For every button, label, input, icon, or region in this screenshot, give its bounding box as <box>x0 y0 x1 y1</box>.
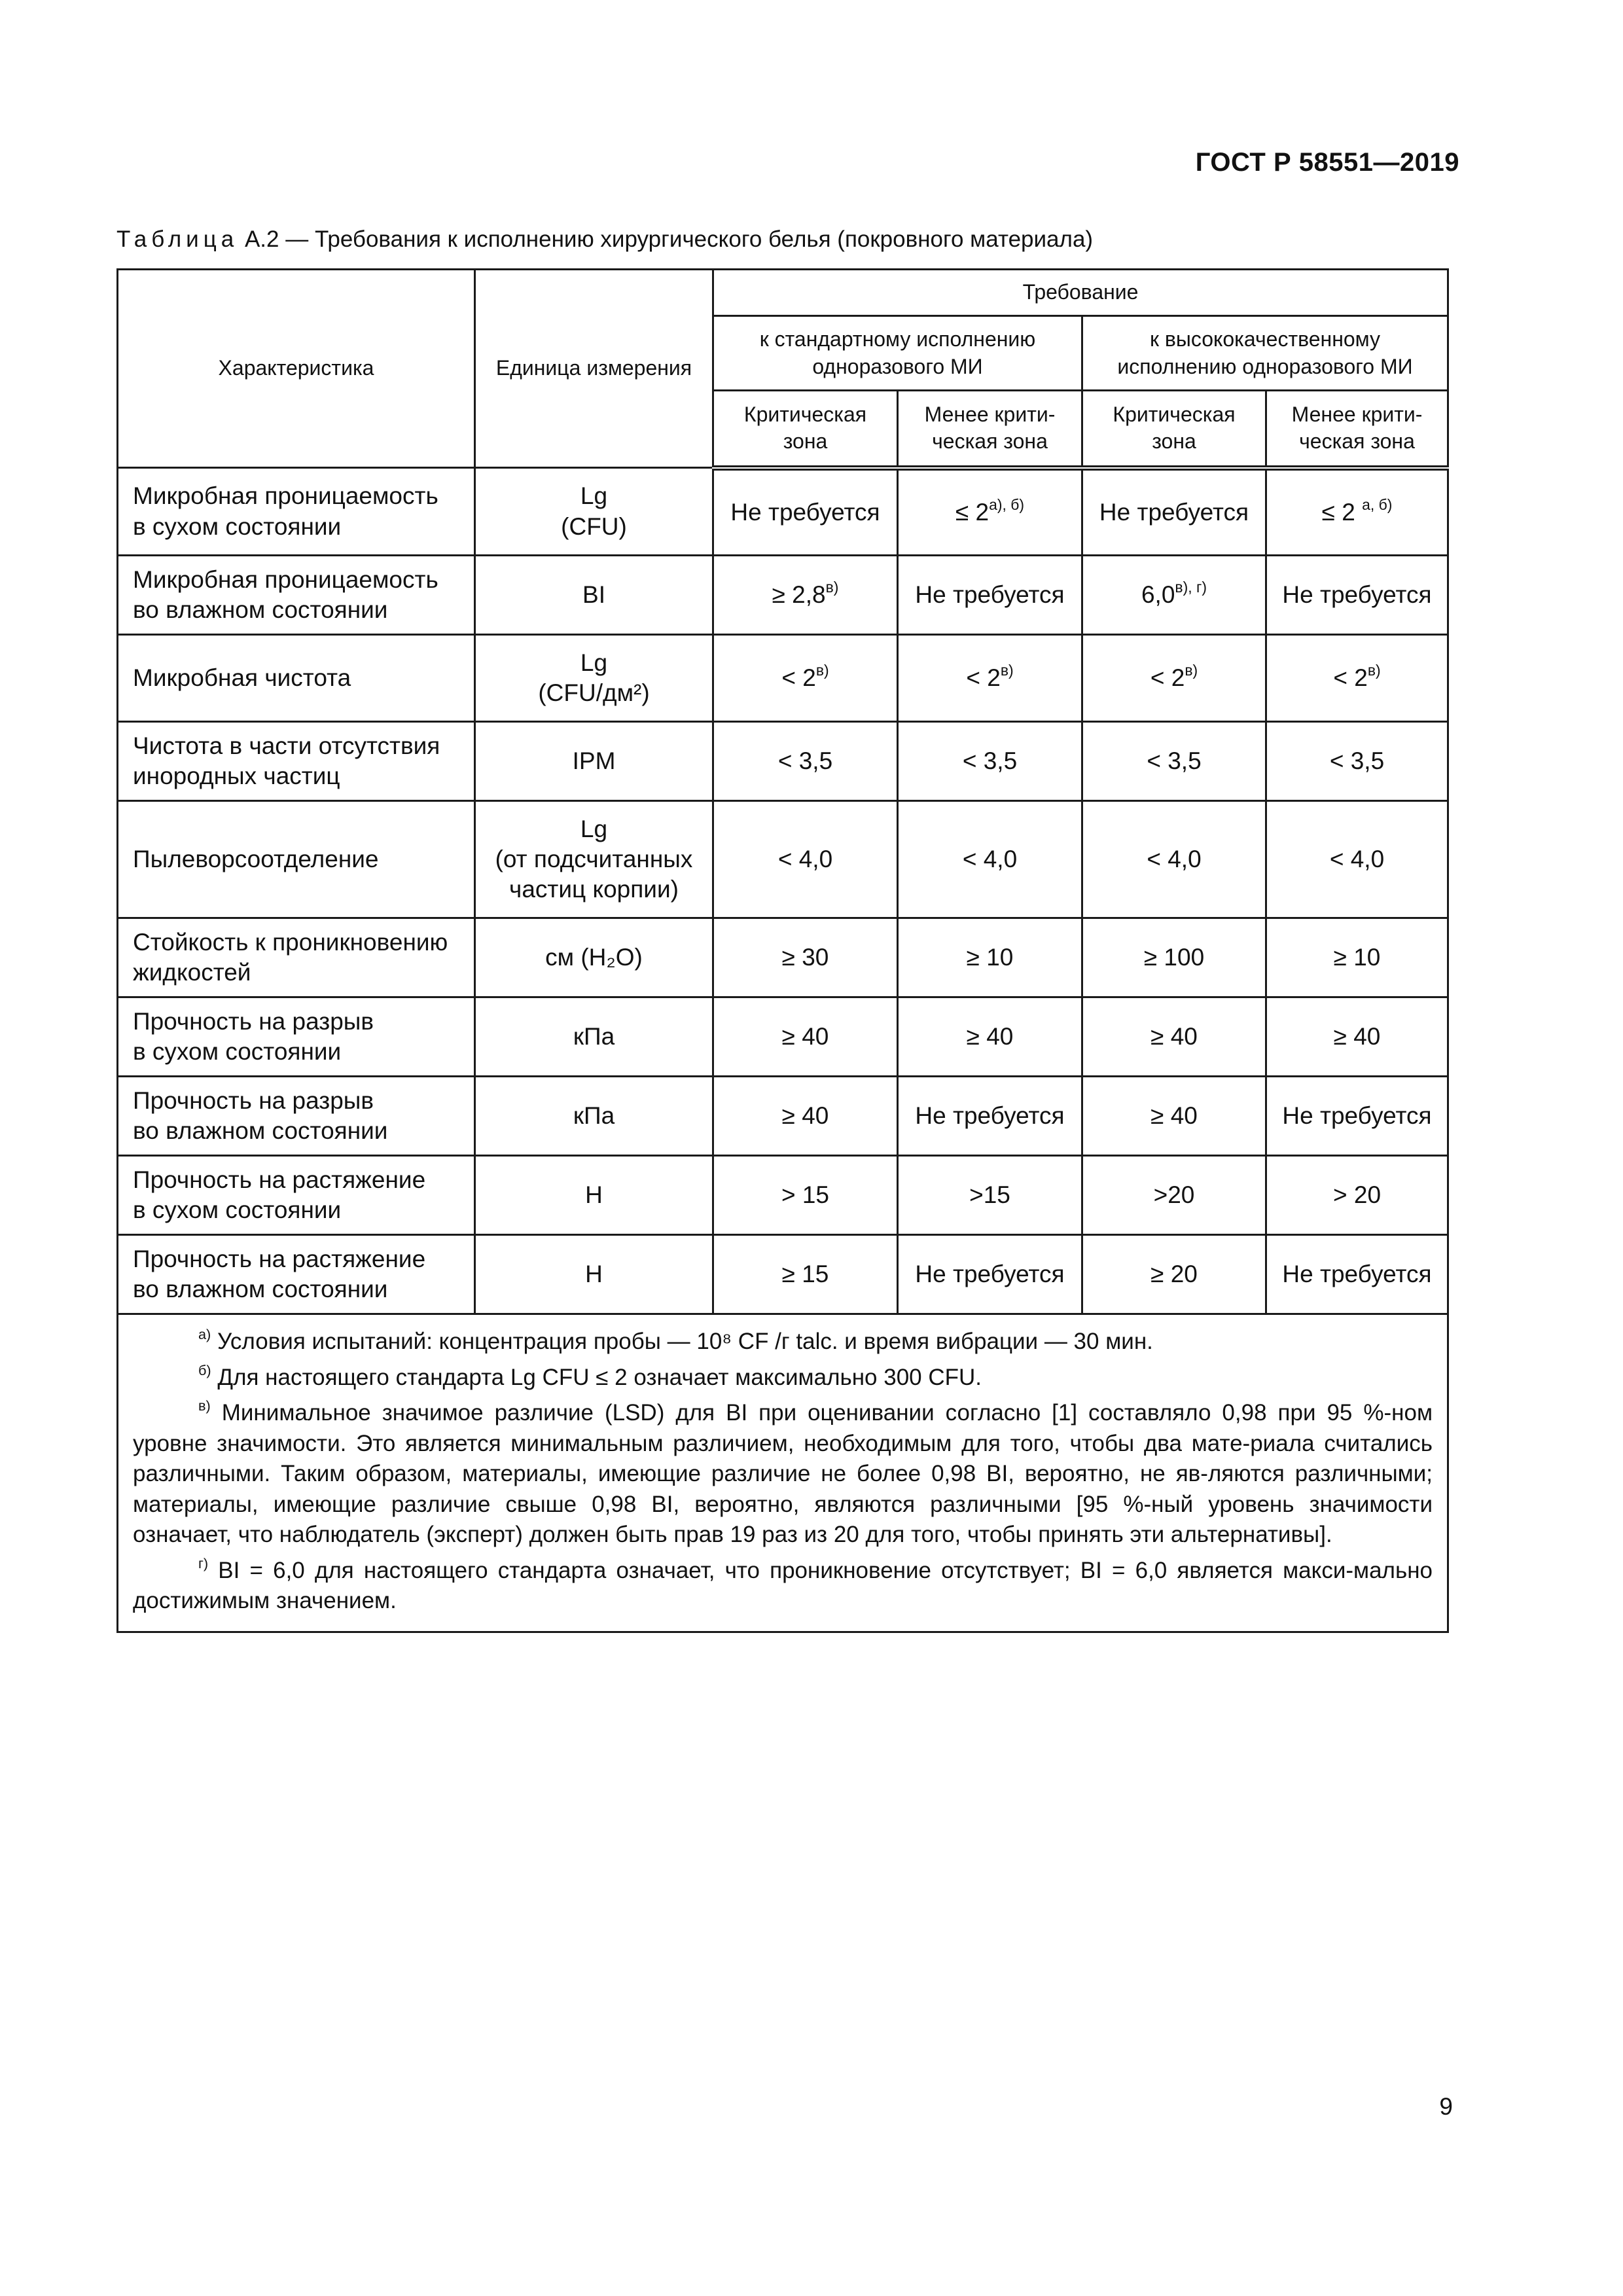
unit-line: Н <box>585 1181 603 1208</box>
footnote-marker: а) <box>198 1325 211 1342</box>
cell-requirement-value <box>898 1235 1082 1314</box>
cell-unit <box>475 635 713 722</box>
cell-requirement-value <box>1082 722 1266 801</box>
footnote <box>133 1398 1433 1551</box>
footnote-reference: в) <box>1000 661 1014 679</box>
cell-requirement-value <box>1082 556 1266 635</box>
requirement-value: >15 <box>969 1181 1010 1208</box>
cell-requirement-value <box>898 1156 1082 1235</box>
cell-requirement-value <box>1082 635 1266 722</box>
header-less-critical-zone: Менее крити-ческая зона <box>898 391 1082 468</box>
cell-requirement-value <box>713 1235 898 1314</box>
cell-characteristic <box>118 635 475 722</box>
table-row <box>118 918 1448 997</box>
header-standard-execution: к стандартному исполнению одноразового МИ <box>713 316 1082 391</box>
requirement-value: Не требуется <box>1099 498 1249 526</box>
characteristic-line: во влажном состоянии <box>133 596 388 623</box>
requirement-value: < 3,5 <box>1147 747 1202 774</box>
footnote-reference: а), б) <box>989 495 1025 513</box>
footnotes <box>118 1314 1448 1632</box>
table-caption <box>116 226 1093 253</box>
footnote-text: Минимальное значимое различие (LSD) для BI при оценивании согласно [1] составляло 0,98 при 95 %-ном уровне значимости. Это является минимальным различием, необходимым для того, чтобы два мате-риала считались различными. Таким образом, материалы, имеющие различие не более 0,98 BI, вероятно, не яв-ляются различными; материалы, имеющие различие свыше 0,98 BI, вероятно, являются различными [95 %-ный уровень значимости означает, что наблюдатель (эксперт) должен быть прав 19 раз из 20 для того, чтобы принять эти альтернативы]. <box>133 1400 1433 1548</box>
requirement-value: < 4,0 <box>1147 845 1202 872</box>
characteristic-line: в сухом состоянии <box>133 1038 342 1065</box>
cell-requirement-value <box>898 997 1082 1077</box>
cell-requirement-value <box>1266 801 1448 918</box>
table-row <box>118 468 1448 556</box>
requirement-value: ≤ 2 <box>1321 498 1363 526</box>
table-caption-label: Таблица <box>116 226 239 252</box>
cell-unit <box>475 1235 713 1314</box>
unit-line: кПа <box>573 1022 615 1050</box>
cell-unit <box>475 997 713 1077</box>
cell-requirement-value <box>713 722 898 801</box>
table-row <box>118 1077 1448 1156</box>
requirements-table-container <box>116 268 1447 1633</box>
requirement-value: < 3,5 <box>962 747 1018 774</box>
cell-requirement-value <box>713 918 898 997</box>
cell-unit <box>475 722 713 801</box>
cell-requirement-value <box>713 1156 898 1235</box>
unit-line: кПа <box>573 1102 615 1129</box>
requirement-value: ≤ 2 <box>955 498 990 526</box>
footnote-reference: в) <box>1185 661 1198 679</box>
cell-characteristic <box>118 997 475 1077</box>
characteristic-line: Стойкость к проникновению <box>133 928 448 956</box>
requirement-value: ≥ 2,8 <box>772 581 826 608</box>
unit-line: BI <box>582 581 605 608</box>
requirement-value: < 2 <box>1333 664 1368 691</box>
requirement-value: < 3,5 <box>777 747 833 774</box>
characteristic-line: Прочность на разрыв <box>133 1007 374 1035</box>
standard-number: ГОСТ Р 58551—2019 <box>1195 148 1459 177</box>
characteristic-line: инородных частиц <box>133 762 340 789</box>
cell-characteristic <box>118 1156 475 1235</box>
characteristic-line: во влажном состоянии <box>133 1276 388 1302</box>
requirement-value: > 20 <box>1332 1181 1382 1208</box>
characteristic-line: Микробная проницаемость <box>133 565 438 593</box>
requirement-value: ≥ 10 <box>1333 943 1381 971</box>
requirement-value: > 15 <box>781 1181 830 1208</box>
header-critical-zone: Критическая зона <box>1082 391 1266 468</box>
unit-line: Н <box>585 1260 603 1287</box>
requirement-value: ≥ 100 <box>1143 943 1205 971</box>
header-unit: Единица измерения <box>475 270 713 468</box>
cell-requirement-value <box>898 1077 1082 1156</box>
cell-requirement-value <box>1082 1077 1266 1156</box>
cell-requirement-value <box>1266 468 1448 556</box>
cell-unit <box>475 801 713 918</box>
cell-requirement-value <box>1266 556 1448 635</box>
footnote <box>133 1363 1433 1393</box>
requirement-value: Не требуется <box>1282 1102 1432 1129</box>
cell-requirement-value <box>713 997 898 1077</box>
requirement-value: Не требуется <box>915 1102 1065 1129</box>
unit-line: (CFU) <box>561 512 627 540</box>
characteristic-line: Прочность на растяжение <box>133 1245 426 1272</box>
requirement-value: Не требуется <box>1282 1260 1432 1287</box>
requirement-value: ≥ 40 <box>966 1022 1014 1050</box>
cell-characteristic <box>118 556 475 635</box>
table-body <box>118 468 1448 1314</box>
requirement-value: ≥ 15 <box>781 1260 829 1287</box>
requirements-table <box>116 268 1449 1633</box>
requirement-value: < 4,0 <box>1329 845 1385 872</box>
page-number: 9 <box>1439 2093 1453 2120</box>
requirement-value: ≥ 30 <box>781 943 829 971</box>
characteristic-line: Прочность на разрыв <box>133 1086 374 1114</box>
unit-line: Lg <box>580 649 608 676</box>
requirement-value: < 4,0 <box>962 845 1018 872</box>
cell-characteristic <box>118 1077 475 1156</box>
requirement-value: 6,0 <box>1141 581 1175 608</box>
requirement-value: >20 <box>1153 1181 1195 1208</box>
requirement-value: Не требуется <box>730 498 880 526</box>
footnote-marker: в) <box>198 1397 211 1414</box>
unit-line: частиц корпии) <box>509 876 679 903</box>
cell-requirement-value <box>898 918 1082 997</box>
cell-requirement-value <box>1082 997 1266 1077</box>
unit-line: (CFU/дм²) <box>538 679 650 706</box>
footnote-text: Для настоящего стандарта Lg CFU ≤ 2 означает максимально 300 CFU. <box>211 1364 982 1390</box>
cell-requirement-value <box>1266 635 1448 722</box>
characteristic-line: во влажном состоянии <box>133 1117 388 1144</box>
unit-line: Lg <box>580 815 608 842</box>
cell-requirement-value <box>1266 918 1448 997</box>
requirement-value: Не требуется <box>915 581 1065 608</box>
cell-requirement-value <box>713 468 898 556</box>
cell-requirement-value <box>1082 801 1266 918</box>
header-requirement: Требование <box>713 270 1448 316</box>
table-row <box>118 1235 1448 1314</box>
cell-unit <box>475 918 713 997</box>
cell-requirement-value <box>713 635 898 722</box>
footnote-reference: в) <box>825 578 839 596</box>
header-high-execution: к высококачественному исполнению одноразового МИ <box>1082 316 1448 391</box>
requirement-value: < 3,5 <box>1329 747 1385 774</box>
cell-requirement-value <box>1266 1156 1448 1235</box>
table-row <box>118 997 1448 1077</box>
characteristic-line: Пылеворсоотделение <box>133 845 379 872</box>
cell-requirement-value <box>1082 1156 1266 1235</box>
requirement-value: ≥ 20 <box>1150 1260 1198 1287</box>
footnote-reference: а, б) <box>1362 495 1393 513</box>
cell-requirement-value <box>898 801 1082 918</box>
cell-requirement-value <box>713 1077 898 1156</box>
characteristic-line: Прочность на растяжение <box>133 1166 426 1193</box>
characteristic-line: Микробная чистота <box>133 664 351 691</box>
cell-characteristic <box>118 722 475 801</box>
table-row <box>118 1156 1448 1235</box>
cell-requirement-value <box>1082 1235 1266 1314</box>
requirement-value: < 2 <box>1150 664 1185 691</box>
footnote-marker: б) <box>198 1361 211 1378</box>
cell-characteristic <box>118 1235 475 1314</box>
cell-requirement-value <box>898 722 1082 801</box>
cell-characteristic <box>118 801 475 918</box>
characteristic-line: жидкостей <box>133 959 251 986</box>
table-row <box>118 801 1448 918</box>
cell-requirement-value <box>898 468 1082 556</box>
characteristic-line: Чистота в части отсутствия <box>133 732 440 759</box>
requirement-value: Не требуется <box>915 1260 1065 1287</box>
characteristic-line: в сухом состоянии <box>133 512 342 540</box>
requirement-value: ≥ 40 <box>1150 1022 1198 1050</box>
cell-requirement-value <box>1266 722 1448 801</box>
cell-requirement-value <box>898 635 1082 722</box>
cell-requirement-value <box>713 556 898 635</box>
footnote-reference: в), г) <box>1175 578 1207 596</box>
cell-requirement-value <box>898 556 1082 635</box>
cell-unit <box>475 556 713 635</box>
cell-requirement-value <box>1082 468 1266 556</box>
cell-unit <box>475 1077 713 1156</box>
footnote-text: BI = 6,0 для настоящего стандарта означает, что проникновение отсутствует; BI = 6,0 является макси-мально достижимым значением. <box>133 1557 1433 1614</box>
requirement-value: ≥ 10 <box>966 943 1014 971</box>
requirement-value: < 2 <box>966 664 1001 691</box>
table-caption-text: А.2 — Требования к исполнению хирургического белья (покровного материала) <box>238 226 1094 252</box>
cell-characteristic <box>118 918 475 997</box>
requirement-value: ≥ 40 <box>1150 1102 1198 1129</box>
footnote-text: Условия испытаний: концентрация пробы — 10⁸ CF /г talc. и время вибрации — 30 мин. <box>211 1329 1153 1354</box>
footnote-reference: в) <box>815 661 829 679</box>
cell-requirement-value <box>1082 918 1266 997</box>
header-less-critical-zone: Менее крити-ческая зона <box>1266 391 1448 468</box>
footnote-marker: г) <box>198 1554 209 1571</box>
unit-line: (от подсчитанных <box>495 845 693 872</box>
characteristic-line: в сухом состоянии <box>133 1196 342 1223</box>
unit-line: см (H₂O) <box>545 943 643 971</box>
cell-requirement-value <box>1266 997 1448 1077</box>
requirement-value: ≥ 40 <box>781 1102 829 1129</box>
footnote-reference: в) <box>1367 661 1381 679</box>
requirement-value: Не требуется <box>1282 581 1432 608</box>
requirement-value: < 2 <box>781 664 816 691</box>
requirement-value: ≥ 40 <box>1333 1022 1381 1050</box>
requirement-value: ≥ 40 <box>781 1022 829 1050</box>
cell-unit <box>475 1156 713 1235</box>
cell-requirement-value <box>1266 1235 1448 1314</box>
cell-requirement-value <box>1266 1077 1448 1156</box>
header-characteristic: Характеристика <box>118 270 475 468</box>
unit-line: Lg <box>580 482 608 510</box>
requirement-value: < 4,0 <box>777 845 833 872</box>
cell-requirement-value <box>713 801 898 918</box>
footnote <box>133 1327 1433 1357</box>
unit-line: IPM <box>572 747 616 774</box>
header-critical-zone: Критическая зона <box>713 391 898 468</box>
characteristic-line: Микробная проницаемость <box>133 482 438 510</box>
cell-unit <box>475 468 713 556</box>
footnote <box>133 1556 1433 1617</box>
table-row <box>118 556 1448 635</box>
cell-characteristic <box>118 468 475 556</box>
table-row <box>118 635 1448 722</box>
table-row <box>118 722 1448 801</box>
